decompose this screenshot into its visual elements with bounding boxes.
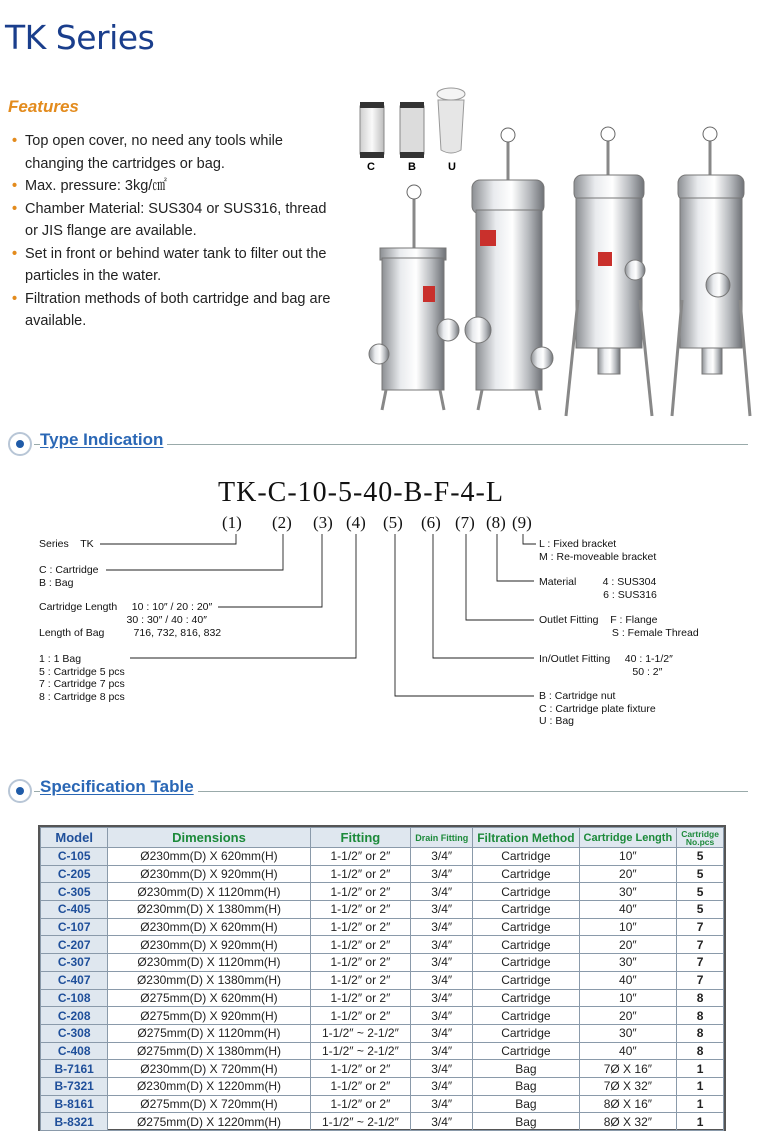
cell-filtration-method: Bag [473, 1113, 579, 1131]
cell-drain-fitting: 3/4″ [411, 1007, 473, 1025]
cell-model: C-205 [41, 865, 108, 883]
table-row [41, 1042, 724, 1060]
table-row [41, 1077, 724, 1095]
feature-item: • Top open cover, no need any tools while changing the cartridges or bag. [12, 133, 283, 172]
cell-cartridge-length: 20″ [579, 865, 677, 883]
table-row [41, 1007, 724, 1025]
cell-drain-fitting: 3/4″ [411, 954, 473, 972]
note-type: C : Cartridge B : Bag [39, 564, 99, 589]
cell-model: C-405 [41, 901, 108, 919]
table-header-row [41, 828, 724, 848]
table-row [41, 1113, 724, 1131]
cell-filtration-method: Cartridge [473, 989, 579, 1007]
position-1: (1) [222, 513, 242, 532]
cell-filtration-method: Bag [473, 1095, 579, 1113]
cell-cartridge-count: 8 [677, 1007, 724, 1025]
note-cartridge-length: Cartridge Length 10 : 10″ / 20 : 20″ 30 : 30″ / 40 : 40″ [39, 601, 213, 626]
cell-dimensions: Ø230mm(D) X 920mm(H) [108, 936, 310, 954]
spec-table-header [8, 777, 748, 807]
cell-fitting: 1-1/2″ ~ 2-1/2″ [310, 1113, 411, 1131]
cell-filtration-method: Cartridge [473, 971, 579, 989]
table-row [41, 1060, 724, 1078]
col-drain-fitting: Drain Fitting [411, 828, 473, 848]
note-bag-length: Length of Bag 716, 732, 816, 832 [39, 627, 222, 639]
col-cartridge-count: Cartridge No.pcs [677, 828, 724, 848]
cell-drain-fitting: 3/4″ [411, 901, 473, 919]
cell-drain-fitting: 3/4″ [411, 971, 473, 989]
cell-filtration-method: Bag [473, 1077, 579, 1095]
cell-cartridge-count: 7 [677, 918, 724, 936]
cell-drain-fitting: 3/4″ [411, 848, 473, 866]
table-row [41, 989, 724, 1007]
cell-model: C-407 [41, 971, 108, 989]
cell-dimensions: Ø275mm(D) X 1220mm(H) [108, 1113, 310, 1131]
features-heading: Features [8, 97, 79, 116]
cell-cartridge-count: 1 [677, 1095, 724, 1113]
table-row [41, 848, 724, 866]
cell-cartridge-count: 1 [677, 1077, 724, 1095]
spec-table-heading: Specification Table [40, 777, 198, 797]
cell-model: B-7161 [41, 1060, 108, 1078]
cell-dimensions: Ø230mm(D) X 920mm(H) [108, 865, 310, 883]
cell-dimensions: Ø230mm(D) X 720mm(H) [108, 1060, 310, 1078]
cell-fitting: 1-1/2″ or 2″ [310, 848, 411, 866]
cell-model: B-7321 [41, 1077, 108, 1095]
table-row [41, 954, 724, 972]
cell-cartridge-length: 30″ [579, 1024, 677, 1042]
cell-cartridge-length: 30″ [579, 883, 677, 901]
cell-fitting: 1-1/2″ ~ 2-1/2″ [310, 1024, 411, 1042]
cell-filtration-method: Cartridge [473, 918, 579, 936]
table-row [41, 1095, 724, 1113]
cell-drain-fitting: 3/4″ [411, 936, 473, 954]
cell-model: B-8161 [41, 1095, 108, 1113]
col-fitting: Fitting [310, 828, 411, 848]
cell-fitting: 1-1/2″ or 2″ [310, 1007, 411, 1025]
cell-fitting: 1-1/2″ or 2″ [310, 883, 411, 901]
cell-dimensions: Ø275mm(D) X 920mm(H) [108, 1007, 310, 1025]
cell-fitting: 1-1/2″ or 2″ [310, 1095, 411, 1113]
cell-drain-fitting: 3/4″ [411, 1060, 473, 1078]
cell-cartridge-length: 10″ [579, 848, 677, 866]
table-row [41, 865, 724, 883]
cell-dimensions: Ø230mm(D) X 620mm(H) [108, 918, 310, 936]
cell-model: C-107 [41, 918, 108, 936]
cell-model: C-408 [41, 1042, 108, 1060]
table-row [41, 901, 724, 919]
note-fixture: B : Cartridge nut C : Cartridge plate fixture U : Bag [539, 690, 656, 727]
table-row [41, 1024, 724, 1042]
page-title: TK Series [5, 18, 155, 57]
cell-dimensions: Ø275mm(D) X 1120mm(H) [108, 1024, 310, 1042]
cell-model: C-307 [41, 954, 108, 972]
cell-dimensions: Ø230mm(D) X 1120mm(H) [108, 883, 310, 901]
cell-filtration-method: Cartridge [473, 1007, 579, 1025]
cell-model: C-207 [41, 936, 108, 954]
cell-model: B-8321 [41, 1113, 108, 1131]
note-series: Series TK [39, 538, 94, 550]
cell-cartridge-count: 8 [677, 1042, 724, 1060]
cell-filtration-method: Bag [473, 1060, 579, 1078]
cell-model: C-208 [41, 1007, 108, 1025]
cell-filtration-method: Cartridge [473, 954, 579, 972]
cell-model: C-105 [41, 848, 108, 866]
cell-cartridge-count: 5 [677, 883, 724, 901]
cell-fitting: 1-1/2″ or 2″ [310, 1077, 411, 1095]
cell-fitting: 1-1/2″ or 2″ [310, 1060, 411, 1078]
cell-cartridge-count: 1 [677, 1113, 724, 1131]
cell-filtration-method: Cartridge [473, 848, 579, 866]
cell-cartridge-count: 7 [677, 936, 724, 954]
col-model: Model [41, 828, 108, 848]
section-bullet-icon [8, 779, 32, 803]
type-indication-heading: Type Indication [40, 430, 167, 450]
position-3: (3) [313, 513, 333, 532]
model-code: TK-C-10-5-40-B-F-4-L [218, 477, 504, 508]
cell-cartridge-count: 5 [677, 848, 724, 866]
spec-table [40, 827, 724, 1131]
cell-fitting: 1-1/2″ ~ 2-1/2″ [310, 1042, 411, 1060]
cell-drain-fitting: 3/4″ [411, 865, 473, 883]
cell-drain-fitting: 3/4″ [411, 1095, 473, 1113]
cell-model: C-305 [41, 883, 108, 901]
feature-item: • Chamber Material: SUS304 or SUS316, thread or JIS flange are available. [12, 200, 327, 239]
cell-cartridge-length: 7Ø X 16″ [579, 1060, 677, 1078]
cell-cartridge-length: 40″ [579, 1042, 677, 1060]
cell-filtration-method: Cartridge [473, 901, 579, 919]
cell-cartridge-length: 10″ [579, 918, 677, 936]
cell-fitting: 1-1/2″ or 2″ [310, 971, 411, 989]
position-5: (5) [383, 513, 403, 532]
position-4: (4) [346, 513, 366, 532]
cell-drain-fitting: 3/4″ [411, 883, 473, 901]
cell-drain-fitting: 3/4″ [411, 1042, 473, 1060]
cell-drain-fitting: 3/4″ [411, 989, 473, 1007]
position-7: (7) [455, 513, 475, 532]
cartridge-label-c: C [367, 161, 375, 173]
note-inoutlet-fitting: In/Outlet Fitting 40 : 1-1/2″ 50 : 2″ [539, 653, 673, 678]
cartridge-label-u: U [448, 161, 456, 173]
cell-cartridge-count: 5 [677, 901, 724, 919]
position-2: (2) [272, 513, 292, 532]
cell-cartridge-length: 10″ [579, 989, 677, 1007]
cell-cartridge-length: 30″ [579, 954, 677, 972]
cell-cartridge-count: 8 [677, 989, 724, 1007]
cell-cartridge-count: 1 [677, 1060, 724, 1078]
cell-fitting: 1-1/2″ or 2″ [310, 954, 411, 972]
feature-item: • Filtration methods of both cartridge and bag are available. [12, 290, 331, 329]
cell-drain-fitting: 3/4″ [411, 918, 473, 936]
cell-model: C-308 [41, 1024, 108, 1042]
cell-fitting: 1-1/2″ or 2″ [310, 989, 411, 1007]
table-row [41, 936, 724, 954]
cell-filtration-method: Cartridge [473, 1024, 579, 1042]
note-outlet-fitting: Outlet Fitting F : Flange S : Female Thread [539, 614, 699, 639]
cell-fitting: 1-1/2″ or 2″ [310, 865, 411, 883]
cell-drain-fitting: 3/4″ [411, 1113, 473, 1131]
position-6: (6) [421, 513, 441, 532]
cell-dimensions: Ø230mm(D) X 620mm(H) [108, 848, 310, 866]
cell-dimensions: Ø230mm(D) X 1220mm(H) [108, 1077, 310, 1095]
cell-cartridge-length: 40″ [579, 901, 677, 919]
cell-filtration-method: Cartridge [473, 936, 579, 954]
feature-item: • Max. pressure: 3kg/㎠ [12, 178, 167, 194]
cell-cartridge-length: 20″ [579, 936, 677, 954]
cell-dimensions: Ø275mm(D) X 1380mm(H) [108, 1042, 310, 1060]
cell-fitting: 1-1/2″ or 2″ [310, 936, 411, 954]
table-row [41, 918, 724, 936]
cell-cartridge-count: 8 [677, 1024, 724, 1042]
cell-dimensions: Ø230mm(D) X 1120mm(H) [108, 954, 310, 972]
cell-cartridge-length: 40″ [579, 971, 677, 989]
cell-cartridge-length: 7Ø X 32″ [579, 1077, 677, 1095]
cell-filtration-method: Cartridge [473, 1042, 579, 1060]
cell-filtration-method: Cartridge [473, 883, 579, 901]
cell-model: C-108 [41, 989, 108, 1007]
cell-dimensions: Ø275mm(D) X 620mm(H) [108, 989, 310, 1007]
cell-cartridge-count: 7 [677, 971, 724, 989]
cell-fitting: 1-1/2″ or 2″ [310, 901, 411, 919]
cell-dimensions: Ø230mm(D) X 1380mm(H) [108, 971, 310, 989]
cell-drain-fitting: 3/4″ [411, 1024, 473, 1042]
col-filtration-method: Filtration Method [473, 828, 579, 848]
feature-item: • Set in front or behind water tank to filter out the particles in the water. [12, 245, 327, 284]
cell-cartridge-length: 8Ø X 32″ [579, 1113, 677, 1131]
cell-cartridge-count: 5 [677, 865, 724, 883]
cell-cartridge-length: 20″ [579, 1007, 677, 1025]
table-row [41, 971, 724, 989]
position-8: (8) [486, 513, 506, 532]
cell-cartridge-count: 7 [677, 954, 724, 972]
note-material: Material 4 : SUS304 6 : SUS316 [539, 576, 657, 601]
cell-dimensions: Ø230mm(D) X 1380mm(H) [108, 901, 310, 919]
col-dimensions: Dimensions [108, 828, 310, 848]
col-cartridge-length: Cartridge Length [579, 828, 677, 848]
note-bracket: L : Fixed bracket M : Re-moveable bracket [539, 538, 657, 563]
cartridge-label-b: B [408, 161, 416, 173]
cell-cartridge-length: 8Ø X 16″ [579, 1095, 677, 1113]
note-count: 1 : 1 Bag 5 : Cartridge 5 pcs 7 : Cartridge 7 pcs 8 : Cartridge 8 pcs [39, 653, 125, 703]
table-row [41, 883, 724, 901]
cell-fitting: 1-1/2″ or 2″ [310, 918, 411, 936]
cell-dimensions: Ø275mm(D) X 720mm(H) [108, 1095, 310, 1113]
cell-filtration-method: Cartridge [473, 865, 579, 883]
cell-drain-fitting: 3/4″ [411, 1077, 473, 1095]
position-9: (9) [512, 513, 532, 532]
